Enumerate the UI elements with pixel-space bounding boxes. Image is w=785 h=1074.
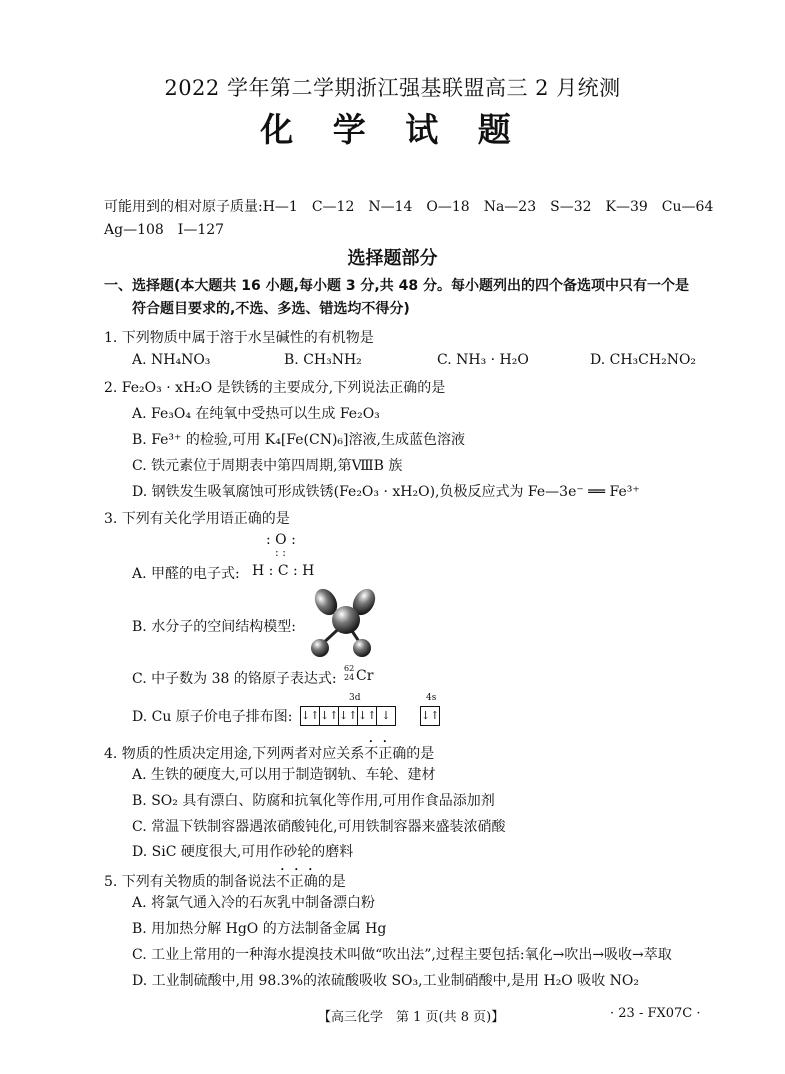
q2-stem: 2. Fe₂O₃ · xH₂O 是铁锈的主要成分,下列说法正确的是	[104, 380, 446, 396]
orbital-box: ↓	[381, 709, 391, 722]
q4-stem-emphasis: 不正	[364, 746, 393, 762]
q5-stem-pre: 5. 下列有关物质的制备说法	[104, 874, 276, 890]
q4-stem-pre: 4. 物质的性质决定用途,下列两者对应关系	[104, 746, 365, 762]
instructions-line-2: 符合题目要求的,不选、多选、错选均不得分)	[132, 301, 410, 317]
q4-option-c: C. 常温下铁制容器遇浓硝酸钝化,可用铁制容器来盛装浓硝酸	[132, 819, 506, 835]
water-model-image	[310, 586, 382, 662]
q3-option-b: B. 水分子的空间结构模型:	[132, 619, 296, 635]
cr-atomic-number: 24	[344, 673, 355, 682]
atomic-mass-line-2: Ag—108 I—127	[104, 222, 225, 238]
q5-option-c: C. 工业上常用的一种海水提溴技术叫做“吹出法”,过程主要包括:氧化→吹出→吸收→萃取	[132, 947, 672, 963]
q5-stem-emphasis: 不正确	[275, 874, 318, 890]
q2-option-b: B. Fe³⁺ 的检验,可用 K₄[Fe(CN)₆]溶液,生成蓝色溶液	[132, 432, 465, 448]
q2-option-a: A. Fe₃O₄ 在纯氧中受热可以生成 Fe₂O₃	[132, 406, 380, 422]
q3-stem: 3. 下列有关化学用语正确的是	[104, 511, 290, 527]
section-title: 选择题部分	[347, 248, 438, 269]
q4-option-d: D. SiC 硬度很大,可用作砂轮的磨料	[132, 844, 354, 860]
orbital-box: ↓↑	[301, 707, 320, 725]
q4-stem	[104, 738, 434, 763]
orbital-box: ↓↑	[358, 707, 377, 725]
q3-option-c: C. 中子数为 38 的铬原子表达式:	[132, 671, 337, 687]
formaldehyde-formula: H : C : H	[252, 563, 315, 579]
page-number: 【高三化学 第 1 页(共 8 页)】	[318, 1010, 505, 1025]
q2-option-c: C. 铁元素位于周期表中第四周期,第ⅧB 族	[132, 458, 403, 474]
subject-title: 化 学 试 题	[260, 110, 525, 149]
cr-mass-number: 62	[344, 664, 355, 673]
exam-title: 2022 学年第二学期浙江强基联盟高三 2 月统测	[164, 76, 621, 100]
q1-stem: 1. 下列物质中属于溶于水呈碱性的有机物是	[104, 330, 374, 346]
q5-stem	[104, 866, 346, 891]
q5-option-d: D. 工业制硫酸中,用 98.3%的浓硫酸吸收 SO₃,工业制硝酸中,是用 H₂O 吸收 NO₂	[132, 973, 640, 989]
q4-option-a: A. 生铁的硬度大,可以用于制造钢轨、车轮、建材	[132, 767, 436, 783]
orbital-4s	[420, 706, 440, 726]
q5-option-a: A. 将氯气通入冷的石灰乳中制备漂白粉	[132, 895, 376, 911]
orbital-box: ↓↑	[421, 709, 440, 722]
q1-option-a: A. NH₄NO₃	[132, 352, 211, 368]
q1-option-d: D. CH₃CH₂NO₂	[590, 352, 697, 368]
q5-stem-post: 的是	[317, 874, 346, 890]
q5-option-b: B. 用加热分解 HgO 的方法制备金属 Hg	[132, 921, 387, 937]
orbital-box: ↓↑	[339, 707, 358, 725]
q1-option-b: B. CH₃NH₂	[284, 352, 362, 368]
q2-option-d: D. 钢铁发生吸氧腐蚀可形成铁锈(Fe₂O₃ · xH₂O),负极反应式为 Fe—3e⁻ ══ Fe³⁺	[132, 484, 640, 500]
label-3d: 3d	[349, 693, 361, 703]
q4-option-b: B. SO₂ 具有漂白、防腐和抗氧化等作用,可用作食品添加剂	[132, 793, 495, 809]
instructions-line-1: 一、选择题(本大题共 16 小题,每小题 3 分,共 48 分。每小题列出的四个备选项中只有一个是	[104, 278, 689, 294]
orbital-3d	[300, 706, 396, 726]
q3-option-d: D. Cu 原子价电子排布图:	[132, 709, 293, 725]
label-4s: 4s	[426, 693, 437, 703]
q1-option-c: C. NH₃ · H₂O	[437, 352, 529, 368]
atomic-mass-line-1: 可能用到的相对原子质量:H—1 C—12 N—14 O—18 Na—23 S—32 K—39 Cu—64	[104, 199, 714, 215]
formaldehyde-double-bond: : :	[275, 546, 286, 559]
q3-option-a: A. 甲醛的电子式:	[132, 566, 240, 582]
formaldehyde-oxygen: : O :	[266, 532, 296, 548]
exam-code: · 23 - FX07C ·	[610, 1006, 701, 1021]
orbital-box: ↓↑	[320, 707, 339, 725]
q4-stem-post: 确的是	[392, 746, 435, 762]
cr-symbol: Cr	[356, 668, 374, 684]
